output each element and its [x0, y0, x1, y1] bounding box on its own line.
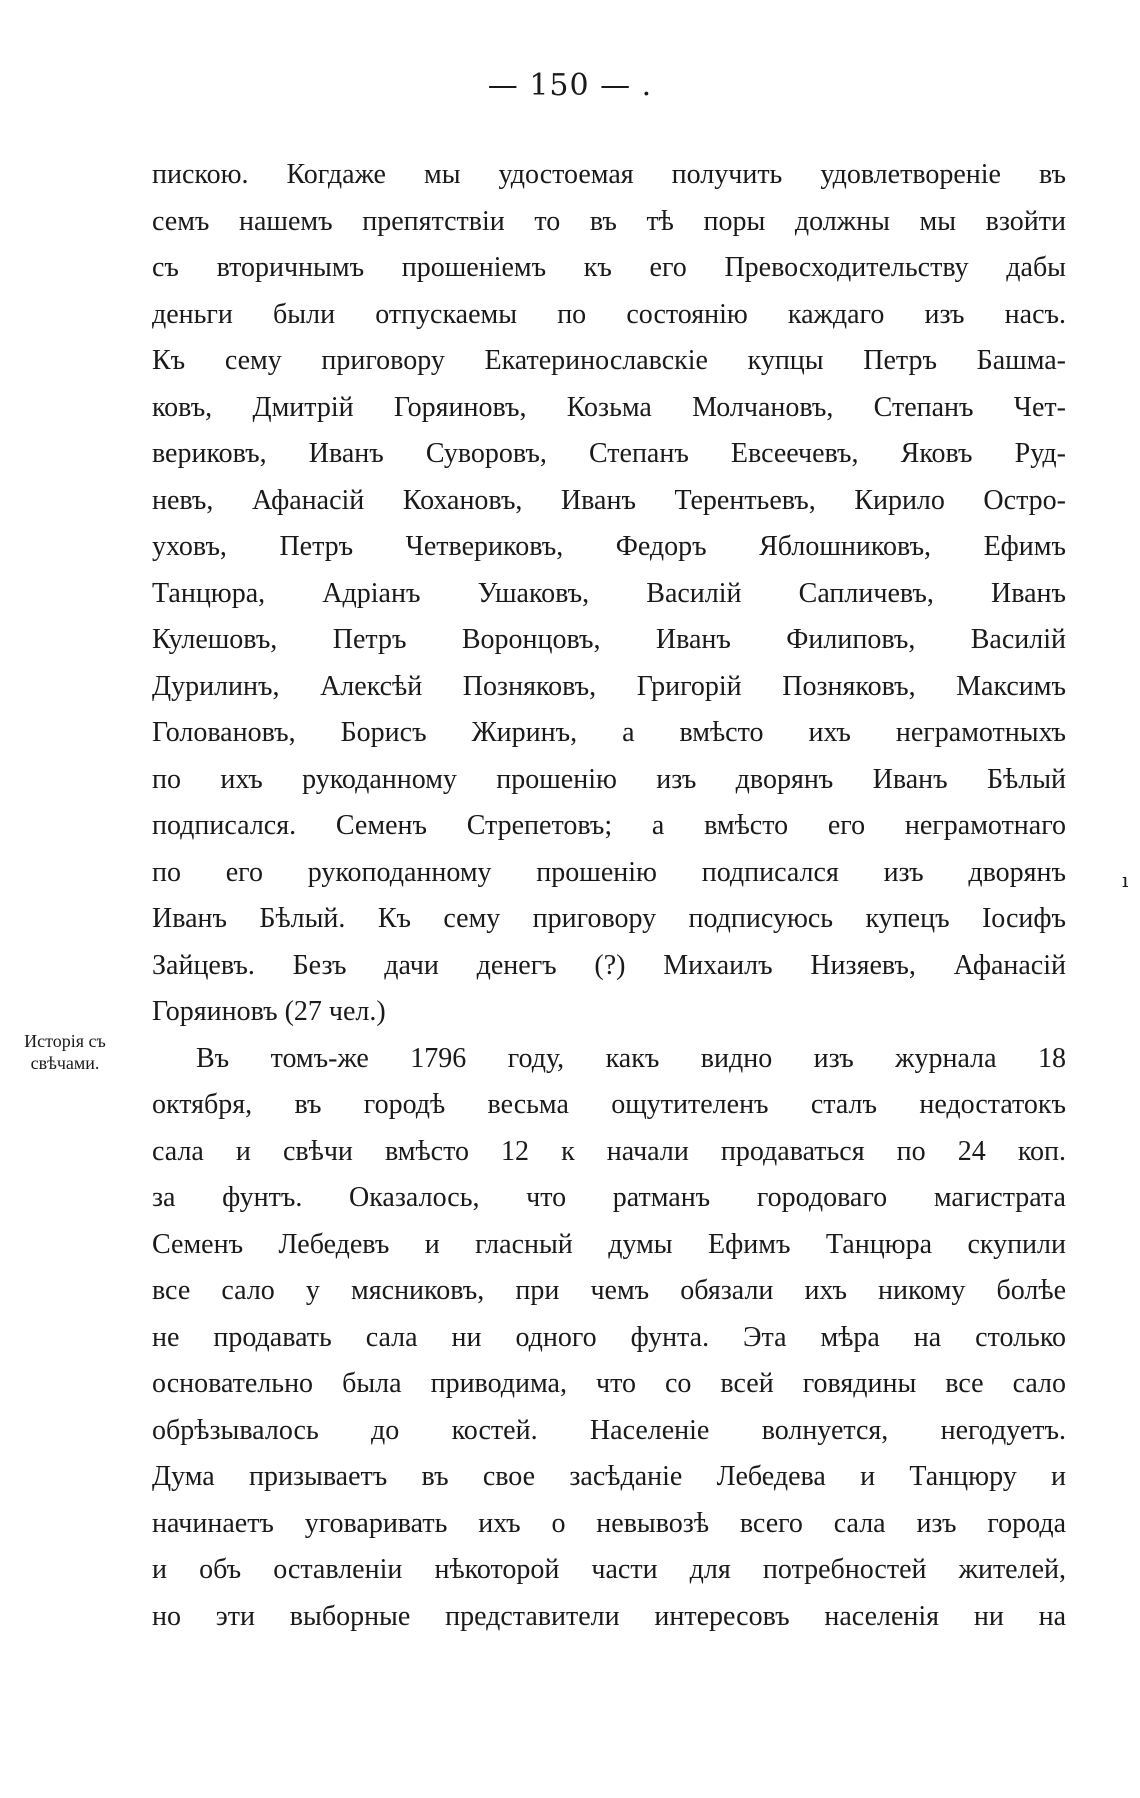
text-line: по его рукоподанному прошенію подписался изъ дворянъ — [152, 856, 1066, 888]
text-line: все сало у мясниковъ, при чемъ обязали ихъ никому болѣе — [152, 1275, 1066, 1306]
text-line: Семенъ Лебедевъ и гласный думы Ефимъ Танцюра скупили — [152, 1228, 1066, 1260]
text-line: вериковъ, Иванъ Суворовъ, Степанъ Евсеечевъ, Яковъ Руд- — [152, 438, 1066, 469]
margin-note-line: Исторія съ — [24, 1031, 106, 1051]
text-line: сала и свѣчи вмѣсто 12 к начали продаваться по 24 коп. — [152, 1135, 1066, 1167]
text-line: не продавать сала ни одного фунта. Эта мѣра на столько — [152, 1321, 1066, 1353]
margin-note — [4, 1030, 126, 1074]
scan-speck: ı — [1122, 868, 1129, 892]
text-line: октября, въ городѣ весьма ощутителенъ сталъ недостатокъ — [152, 1089, 1066, 1120]
text-line: обрѣзывалось до костей. Населеніе волнуется, негодуетъ. — [152, 1414, 1066, 1446]
text-line: Горяиновъ (27 чел.) — [152, 996, 386, 1027]
text-line: Головановъ, Борисъ Жиринъ, а вмѣсто ихъ неграмотныхъ — [152, 717, 1066, 748]
text-line: Дурилинъ, Алексѣй Позняковъ, Григорій Позняковъ, Максимъ — [152, 670, 1066, 702]
margin-note-line: свѣчами. — [30, 1053, 100, 1073]
text-line: Къ сему приговору Екатеринославскіе купцы Петръ Башма- — [152, 345, 1066, 376]
text-line: начинаетъ уговаривать ихъ о невывозѣ всего сала изъ города — [152, 1507, 1066, 1539]
text-line: невъ, Афанасій Кохановъ, Иванъ Терентьевъ, Кирило Остро- — [152, 484, 1066, 516]
body-text — [152, 152, 1066, 1640]
page-number: — 150 — . — [487, 68, 653, 103]
text-line: основательно была приводима, что со всей говядины все сало — [152, 1368, 1066, 1399]
text-line: деньги были отпускаемы по состоянію каждаго изъ насъ. — [152, 298, 1066, 330]
text-line: съ вторичнымъ прошеніемъ къ его Превосходительству дабы — [152, 252, 1066, 283]
text-line: Дума призываетъ въ свое засѣданіе Лебедева и Танцюру и — [152, 1461, 1066, 1492]
text-line: пискою. Когдаже мы удостоемая получить удовлетвореніе въ — [152, 159, 1066, 190]
text-line: и объ оставленіи нѣкоторой части для потребностей жителей, — [152, 1554, 1066, 1585]
text-line: по ихъ рукоданному прошенію изъ дворянъ Иванъ Бѣлый — [152, 763, 1066, 795]
text-line: семъ нашемъ препятствіи то въ тѣ поры должны мы взойти — [152, 205, 1066, 237]
text-line: подписался. Семенъ Стрепетовъ; а вмѣсто его неграмотнаго — [152, 810, 1066, 841]
text-line: Зайцевъ. Безъ дачи денегъ (?) Михаилъ Низяевъ, Афанасій — [152, 949, 1066, 981]
text-line: Иванъ Бѣлый. Къ сему приговору подписуюсь купецъ Іосифъ — [152, 903, 1066, 934]
text-line: Кулешовъ, Петръ Воронцовъ, Иванъ Филиповъ, Василій — [152, 624, 1066, 655]
text-line: за фунтъ. Оказалось, что ратманъ городоваго магистрата — [152, 1182, 1066, 1213]
text-line: Танцюра, Адріанъ Ушаковъ, Василій Сапличевъ, Иванъ — [152, 577, 1066, 609]
text-line: Въ томъ-же 1796 году, какъ видно изъ журнала 18 — [196, 1042, 1066, 1074]
text-line: уховъ, Петръ Четвериковъ, Федоръ Яблошниковъ, Ефимъ — [152, 531, 1066, 562]
text-line: ковъ, Дмитрій Горяиновъ, Козьма Молчановъ, Степанъ Чет- — [152, 391, 1066, 423]
text-line: но эти выборные представители интересовъ населенія ни на — [152, 1600, 1066, 1632]
